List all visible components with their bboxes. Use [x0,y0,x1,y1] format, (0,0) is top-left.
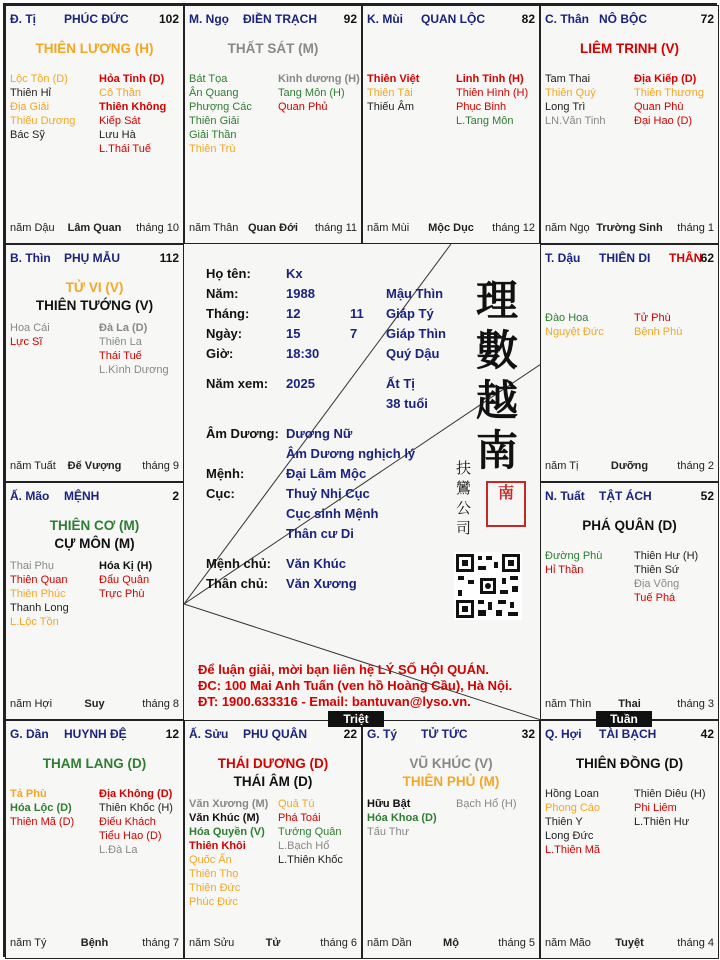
minor-star: Thiên Trù [189,143,236,155]
main-star: THIÊN LƯƠNG (H) [35,41,154,56]
palace-header [10,489,179,503]
palace-branch: Ấ. Sửu [189,727,229,741]
minor-star: Thiên Quý [545,87,596,99]
minor-stars-left [545,549,602,577]
palace-header [189,727,357,741]
main-stars [541,755,718,773]
palace-phase: Đế Vượng [67,460,122,472]
minor-star: Đà La (D) [99,322,148,334]
palace-phase: Suy [84,698,105,710]
minor-star: Bát Tọa [189,73,228,85]
palace-name: PHỤ MẪU [64,251,120,265]
palace-number: 112 [159,251,179,265]
minor-star: Hỏa Tinh (D) [99,73,165,85]
main-star: THÁI ÂM (D) [233,774,313,789]
minor-stars-right [99,559,152,601]
palace-branch: Đ. Tị [10,12,36,26]
main-star: THAM LANG (D) [42,756,147,771]
palace-year: năm Thân [189,222,239,234]
minor-star: Long Trì [545,101,586,113]
main-star: LIÊM TRINH (V) [580,41,679,56]
value-gio-can: Quý Dậu [386,346,440,361]
palace-year: năm Mão [545,937,591,949]
palace-footer [189,937,357,950]
value-thang-duong: 12 [286,306,301,321]
minor-star: Quốc Ấn [189,854,232,866]
minor-stars-left [545,72,606,128]
minor-star: Thiên Quan [10,574,68,586]
palace-than[interactable] [540,5,719,244]
minor-star: L.Thiên Khốc [278,854,343,866]
lyso-logo [444,268,524,608]
value-nam-xem-can: Ất Tị [386,376,415,391]
minor-star: Thiên Hỉ [10,87,51,99]
minor-star: Bác Sỹ [10,129,45,141]
value-ho-ten: Kx [286,266,303,281]
minor-star: Ân Quang [189,87,239,99]
label-am-duong: Âm Dương: [206,426,279,441]
minor-star: LN.Văn Tinh [545,115,606,127]
palace-phase: Bệnh [80,937,109,949]
value-am-duong: Dương Nữ [286,426,353,441]
main-stars [6,755,183,773]
minor-star: Thiên Đức [189,882,241,894]
minor-star: Kình dương (H) [278,73,360,85]
minor-star: Địa Giải [10,101,50,113]
minor-star: Văn Xương (M) [189,798,269,810]
label-gio: Giờ: [206,346,234,361]
palace-number: 92 [343,12,357,26]
minor-star: Thai Phụ [10,560,55,572]
palace-footer [10,460,179,473]
minor-star: L.Tang Môn [456,115,514,127]
palace-month: tháng 11 [314,222,357,234]
palace-year: năm Sửu [189,937,235,949]
palace-phase: Thai [618,698,641,710]
minor-star: Long Đức [545,830,594,842]
palace-month: tháng 2 [677,460,714,472]
palace-month: tháng 8 [142,698,179,710]
value-ngay-can: Giáp Thìn [386,326,446,341]
contact-block [198,662,512,710]
qr-code-icon[interactable] [454,552,522,620]
main-star: THẤT SÁT (M) [227,41,319,56]
value-nam-can: Mậu Thìn [386,286,444,301]
label-than-chu: Thân chủ: [206,576,269,591]
minor-stars-right [634,311,682,339]
minor-stars-right [456,797,517,811]
minor-star: Thiên Giải [189,115,240,127]
palace-month: tháng 7 [142,937,179,949]
palace-branch: T. Dậu [545,251,581,265]
palace-number: 62 [700,251,714,265]
minor-star: Địa Võng [634,578,680,590]
minor-star: Đại Hao (D) [634,115,693,127]
logo-small-text: 扶鸞公司 [456,459,472,537]
value-cuc: Thuỷ Nhị Cục [286,486,370,501]
palace-branch: B. Thìn [10,251,51,265]
minor-star: Hóa Khoa (D) [367,812,437,824]
palace-number: 102 [158,12,179,26]
palace-footer [545,698,714,711]
minor-star: Đẩu Quân [99,574,150,586]
palace-number: 32 [521,727,535,741]
minor-star: Tả Phù [10,788,47,800]
palace-branch: K. Mùi [367,12,403,26]
minor-star: Quan Phủ [278,101,328,113]
label-nam: Năm: [206,286,239,301]
main-stars [541,517,718,535]
minor-star: Phong Cáo [545,802,601,814]
palace-header [10,727,179,741]
minor-star: L.Bạch Hổ [278,840,330,852]
palace-name: THIÊN DI [599,251,651,265]
palace-name: ĐIỀN TRẠCH [243,12,317,26]
value-nam-xem: 2025 [286,376,315,391]
palace-month: tháng 1 [677,222,714,234]
palace-name: TẬT ÁCH [599,489,652,503]
main-star: THÁI DƯƠNG (D) [217,756,329,771]
logo-char-4: 南 [476,426,519,475]
palace-name: QUAN LỘC [421,12,485,26]
palace-mao[interactable] [5,482,184,720]
minor-star: Tiểu Hao (D) [99,830,162,842]
palace-suu[interactable] [184,720,362,959]
minor-star: Tấu Thư [367,826,410,838]
palace-month: tháng 9 [142,460,179,472]
minor-star: Hóa Quyền (V) [189,826,265,838]
palace-phase: Dưỡng [610,460,649,472]
minor-star: Điếu Khách [99,816,156,828]
value-ngay-duong: 15 [286,326,301,341]
minor-stars-right [278,72,360,114]
main-star: PHÁ QUÂN (D) [582,518,677,533]
main-star: THIÊN CƠ (M) [49,518,140,533]
minor-stars-right [99,321,169,377]
minor-stars-right [634,787,706,829]
minor-star: Thiên Việt [367,73,420,85]
palace-phase: Tử [265,937,281,949]
palace-year: năm Ngọ [545,222,590,234]
minor-star: Đường Phù [545,550,603,562]
value-thang-can: Giáp Tý [386,306,434,321]
palace-phase: Trường Sinh [596,222,663,234]
palace-year: năm Tý [10,937,47,949]
palace-name: TÀI BẠCH [599,727,657,741]
main-star: THIÊN PHỦ (M) [402,774,500,789]
palace-header [189,12,357,26]
palace-branch: N. Tuất [545,489,585,503]
palace-footer [189,222,357,235]
logo-char-2: 數 [476,326,519,375]
minor-star: Hữu Bật [367,798,411,810]
minor-star: Thiên Khốc (H) [99,802,173,814]
minor-star: Thiên Khôi [189,840,246,852]
minor-star: Thiên Hư (H) [634,550,699,562]
minor-star: Hóa Lộc (D) [10,802,72,814]
palace-branch: Q. Hợi [545,727,582,741]
palace-branch: M. Ngọ [189,12,229,26]
palace-month: tháng 12 [492,222,535,234]
minor-star: Thiên Diêu (H) [634,788,706,800]
minor-star: Phi Liêm [634,802,677,814]
palace-month: tháng 6 [320,937,357,949]
palace-number: 72 [700,12,714,26]
palace-header [545,12,714,26]
center-info-panel [184,244,541,720]
palace-branch: G. Dần [10,727,49,741]
palace-header [367,727,535,741]
minor-stars-left [367,797,437,839]
label-menh: Mệnh: [206,466,245,481]
minor-stars-left [10,72,75,142]
palace-header [10,12,179,26]
palace-header [545,727,714,741]
minor-star: L.Kình Dương [99,364,169,376]
main-star: VŨ KHÚC (V) [409,756,493,771]
minor-star: Đào Hoa [545,312,589,324]
minor-star: L.Đà La [99,844,138,856]
palace-name: MỆNH [64,489,100,503]
minor-star: Thiên Phúc [10,588,66,600]
palace-number: 22 [343,727,357,741]
contact-phone-email[interactable]: ĐT: 1900.633316 - Email: bantuvan@lyso.vn. [198,694,471,709]
palace-branch: C. Thân [545,12,589,26]
palace-month: tháng 3 [677,698,714,710]
minor-star: L.Thiên Hư [634,816,690,828]
minor-star: Hỉ Thần [545,564,584,576]
palace-branch: Ấ. Mão [10,489,50,503]
minor-stars-right [278,797,343,867]
label-ho-ten: Họ tên: [206,266,251,281]
minor-star: Linh Tinh (H) [456,73,524,85]
minor-star: Lộc Tồn (D) [10,73,68,85]
palace-header [545,251,714,265]
palace-year: năm Thìn [545,698,592,710]
palace-footer [367,222,535,235]
minor-star: Bạch Hổ (H) [456,798,517,810]
palace-year: năm Mùi [367,222,410,234]
value-menh-chu: Văn Khúc [286,556,346,571]
minor-stars-right [634,549,698,605]
minor-star: Kiếp Sát [99,115,141,127]
value-menh: Đại Lâm Mộc [286,466,367,481]
palace-tuat[interactable] [540,482,719,720]
minor-stars-left [10,559,69,629]
palace-footer [367,937,535,950]
palace-header [545,489,714,503]
minor-star: Thiên Sứ [634,564,680,576]
palace-ngo[interactable] [184,5,362,244]
main-stars [185,40,361,58]
minor-stars-right [456,72,528,128]
minor-stars-left [367,72,419,114]
palace-mui[interactable] [362,5,540,244]
value-gio: 18:30 [286,346,320,361]
palace-number: 2 [172,489,179,503]
main-star: CỰ MÔN (M) [54,536,135,551]
palace-year: năm Dần [367,937,412,949]
triet-marker: Triệt [328,711,384,727]
main-stars [6,40,183,58]
palace-name: PHÚC ĐỨC [64,12,129,26]
main-stars [363,755,539,791]
palace-year: năm Dậu [10,222,55,234]
minor-star: Quả Tú [278,798,315,810]
minor-stars-right [99,72,166,156]
logo-char-3: 越 [476,376,519,425]
minor-star: L.Lộc Tồn [10,616,59,628]
red-seal: 南 [486,481,526,527]
palace-phase: Quan Đới [248,222,298,234]
minor-star: Tướng Quân [278,826,342,838]
palace-branch: G. Tý [367,727,398,741]
minor-stars-right [99,787,173,857]
minor-stars-left [10,321,50,349]
minor-star: Thiên Y [545,816,583,828]
main-stars [6,517,183,553]
minor-star: Phục Binh [456,101,507,113]
minor-star: Lực Sĩ [10,336,43,348]
palace-dau[interactable] [540,244,719,482]
palace-phase: Mộ [443,937,459,949]
palace-phase: Lâm Quan [67,222,122,234]
minor-star: Cô Thần [99,87,141,99]
minor-star: Hồng Loan [545,788,599,800]
label-nam-xem: Năm xem: [206,376,269,391]
minor-star: Thiên Thọ [189,868,239,880]
palace-name: PHU QUÂN [243,727,308,741]
palace-name: TỬ TỨC [421,727,468,741]
palace-month: tháng 4 [677,937,714,949]
tuan-marker: Tuần [596,711,652,727]
minor-star: Thiên Thương [634,87,705,99]
value-am-duong-2: Âm Dương nghịch lý [286,446,416,461]
minor-star: Tuế Phá [634,592,676,604]
minor-star: Thiên Mã (D) [10,816,75,828]
label-ngay: Ngày: [206,326,243,341]
minor-star: Văn Khúc (M) [189,812,260,824]
minor-star: Phúc Đức [189,896,238,908]
minor-star: Bệnh Phù [634,326,683,338]
minor-star: Thanh Long [10,602,69,614]
palace-header [367,12,535,26]
minor-star: Thiếu Âm [367,101,415,113]
palace-number: 82 [521,12,535,26]
contact-line-1: Để luận giải, mời bạn liên hệ LÝ SỐ HỘI QUÁN. [198,662,489,677]
minor-star: Nguyệt Đức [545,326,604,338]
minor-stars-left [545,787,600,857]
palace-year: năm Hợi [10,698,53,710]
minor-stars-right [634,72,704,128]
palace-hoi[interactable] [540,720,719,959]
palace-footer [10,937,179,950]
main-star: TỬ VI (V) [65,280,124,295]
palace-footer [545,937,714,950]
main-stars [541,40,718,58]
minor-star: Trực Phù [99,588,145,600]
palace-number: 52 [700,489,714,503]
palace-month: tháng 5 [498,937,535,949]
palace-header [10,251,179,265]
minor-star: Lưu Hà [99,129,136,141]
palace-thin[interactable] [5,244,184,482]
horoscope-chart [3,3,717,957]
main-stars [6,279,183,315]
palace-year: năm Tuất [10,460,56,472]
value-ngay-am: 7 [350,326,358,341]
palace-footer [10,698,179,711]
minor-star: Hoa Cái [10,322,50,334]
minor-star: Thiên Không [99,101,167,113]
palace-dan[interactable] [5,720,184,959]
value-cuc-2: Cục sinh Mệnh [286,506,379,521]
minor-star: Tang Môn (H) [278,87,345,99]
minor-stars-left [189,797,268,909]
value-cuc-3: Thân cư Di [286,526,354,541]
minor-star: Thiên Hình (H) [456,87,529,99]
palace-ty[interactable] [5,5,184,244]
value-thang-am: 11 [350,306,364,321]
palace-footer [545,222,714,235]
minor-star: Phá Toái [278,812,321,824]
palace-name: HUYNH ĐỆ [64,727,127,741]
minor-star: Tam Thai [545,73,591,85]
palace-month: tháng 10 [136,222,179,234]
minor-star: Địa Kiếp (D) [634,73,697,85]
contact-address: ĐC: 100 Mai Anh Tuấn (ven hồ Hoàng Cầu), Hà Nội. [198,678,513,693]
minor-star: Giải Thần [189,129,237,141]
minor-stars-left [189,72,252,156]
label-thang: Tháng: [206,306,250,321]
palace-ty2[interactable] [362,720,540,959]
minor-star: Địa Không (D) [99,788,173,800]
minor-star: Thái Tuế [99,350,142,362]
palace-footer [545,460,714,473]
label-cuc: Cục: [206,486,235,501]
value-tuoi: 38 tuổi [386,396,428,411]
minor-star: L.Thái Tuế [99,143,151,155]
minor-star: Hóa Kị (H) [99,560,153,572]
label-menh-chu: Mệnh chủ: [206,556,271,571]
value-than-chu: Văn Xương [286,576,357,591]
minor-star: Thiên Tài [367,87,413,99]
minor-star: Thiếu Dương [10,115,76,127]
palace-year: năm Tị [545,460,579,472]
palace-number: 42 [700,727,714,741]
main-star: THIÊN TƯỚNG (V) [35,298,154,313]
palace-than-marker: THÂN [669,251,703,265]
minor-star: Thiên La [99,336,142,348]
main-star: THIÊN ĐỒNG (D) [575,756,684,771]
value-nam: 1988 [286,286,315,301]
palace-number: 12 [165,727,179,741]
palace-footer [10,222,179,235]
palace-phase: Mộc Dục [428,222,474,234]
minor-star: Phượng Các [189,101,252,113]
main-stars [185,755,361,791]
minor-stars-left [545,311,604,339]
palace-phase: Tuyệt [615,937,644,949]
minor-stars-left [10,787,74,829]
logo-char-1: 理 [476,276,519,325]
minor-star: Tử Phù [634,312,671,324]
palace-name: NÔ BỘC [599,12,647,26]
minor-star: L.Thiên Mã [545,844,601,856]
minor-star: Quan Phù [634,101,684,113]
